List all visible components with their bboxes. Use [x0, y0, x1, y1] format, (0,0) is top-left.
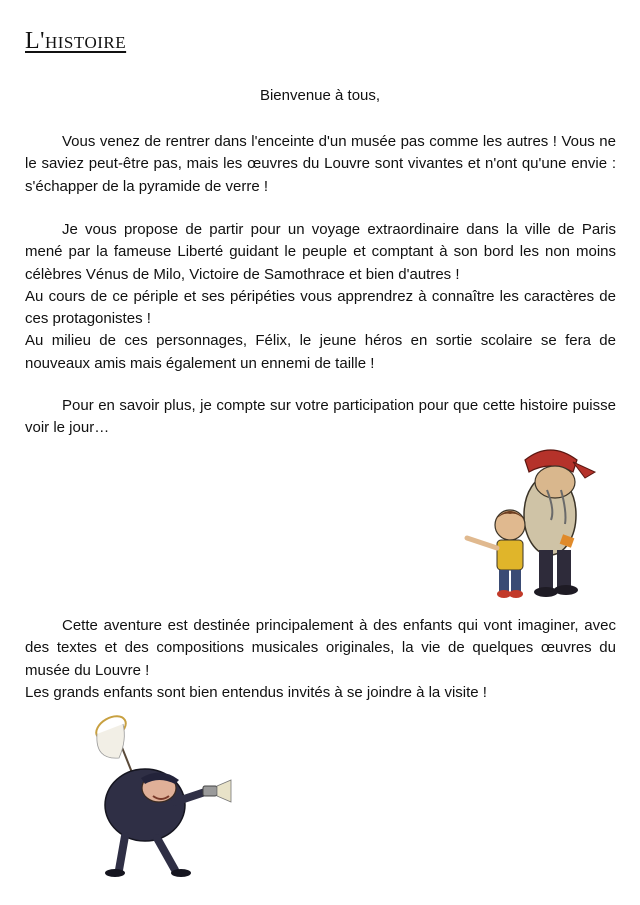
paragraph-intro-line: Vous venez de rentrer dans l'enceinte d'un musée pas comme les autres ! Vous ne le saviez peut-être pas, mais les œuvres du Louvre sont vivantes et n'ont qu'une envie : s'échapper de la pyramide de verre !: [25, 133, 616, 195]
boy-figure: [467, 510, 525, 598]
paragraph-voyage-line-2: Au cours de ce périple et ses péripéties vous apprendrez à connaître les caractères de ces protagonistes !: [25, 287, 616, 328]
page-title: L'histoire: [25, 28, 127, 54]
paragraph-voyage-line-1: Je vous propose de partir pour un voyage extraordinaire dans la ville de Paris mené par la fameuse Liberté guidant le peuple et comptant à son bord les non moins célèbres Vénus de Milo, Victoire de Samothrace et bien d'autres !: [25, 221, 616, 283]
paragraph-voyage: [25, 219, 616, 375]
paragraph-audience-line-1: Cette aventure est destinée principalement à des enfants qui vont imaginer, avec des textes et des compositions musicales originales, la vie de quelques œuvres du musée du Louvre !: [25, 617, 616, 679]
paragraph-audience: [25, 615, 616, 704]
pirate-figure: [524, 450, 595, 597]
guard-with-net-illustration: [75, 710, 245, 880]
guard-figure: [105, 769, 231, 877]
paragraph-participation-line: Pour en savoir plus, je compte sur votre participation pour que cette histoire puisse voir le jour…: [25, 397, 616, 437]
pirate-and-boy-illustration: [455, 420, 625, 605]
greeting: Bienvenue à tous,: [259, 87, 381, 104]
paragraph-voyage-line-3: Au milieu de ces personnages, Félix, le jeune héros en sortie scolaire se fera de nouveaux amis mais également un ennemi de taille !: [25, 332, 616, 372]
paragraph-audience-line-2: Les grands enfants sont bien entendus invités à se joindre à la visite !: [25, 683, 487, 701]
paragraph-intro: [25, 131, 616, 198]
